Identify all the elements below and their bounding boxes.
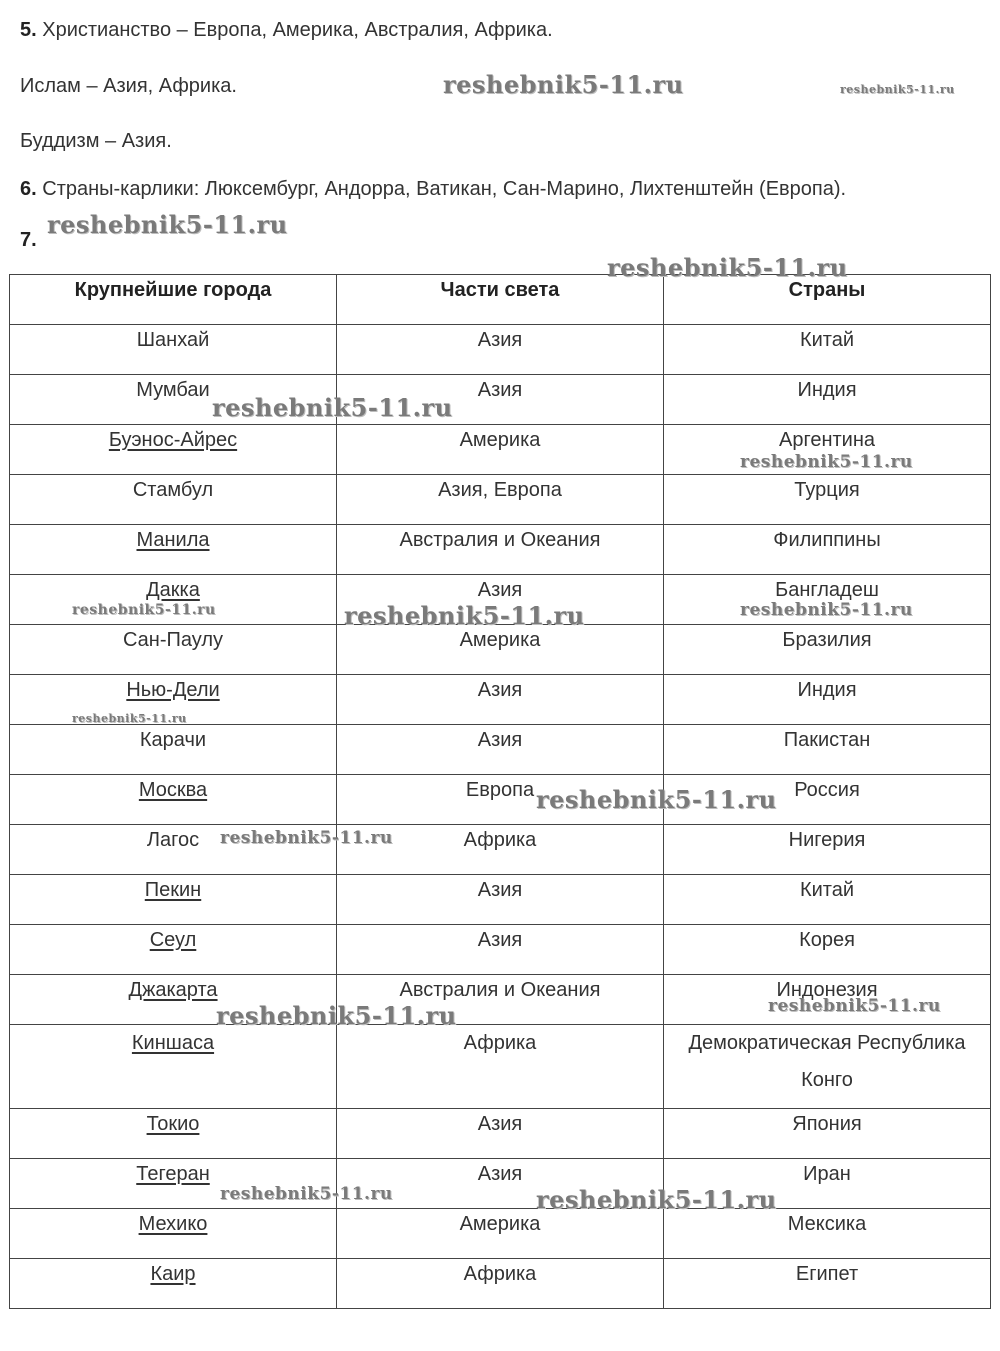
city-name-underlined: Пекин xyxy=(144,879,202,901)
country-cell: Индия xyxy=(664,375,991,425)
city-name-underlined: Тегеран xyxy=(136,1163,210,1185)
country-cell: Россия xyxy=(664,775,991,825)
country-cell: Индонезия xyxy=(664,975,991,1025)
part-cell: Азия xyxy=(337,925,664,975)
answer-5-line-islam: Ислам – Азия, Африка. xyxy=(20,75,237,97)
answer-6-line xyxy=(20,177,846,201)
country-cell: Индия xyxy=(664,675,991,725)
city-name-underlined: Дакка xyxy=(146,579,200,601)
watermark: reshebnik5-11.ru xyxy=(216,1001,457,1030)
watermark: reshebnik5-11.ru xyxy=(443,70,684,99)
country-cell: Иран xyxy=(664,1159,991,1209)
part-cell: Европа xyxy=(337,775,664,825)
city-cell xyxy=(10,775,337,825)
table-header-row xyxy=(10,275,991,325)
country-cell: Бангладеш xyxy=(664,575,991,625)
table-row xyxy=(10,375,991,425)
part-cell: Азия xyxy=(337,725,664,775)
country-cell: Филиппины xyxy=(664,525,991,575)
city-name-underlined: Сеул xyxy=(149,929,197,951)
country-cell: Китай xyxy=(664,325,991,375)
city-cell xyxy=(10,925,337,975)
part-cell: Австралия и Океания xyxy=(337,525,664,575)
table-row xyxy=(10,1025,991,1109)
city-cell xyxy=(10,875,337,925)
table-row xyxy=(10,725,991,775)
part-cell: Америка xyxy=(337,1209,664,1259)
watermark: reshebnik5-11.ru xyxy=(72,712,187,725)
table-row xyxy=(10,825,991,875)
part-cell: Азия xyxy=(337,875,664,925)
city-name-underlined: Манила xyxy=(136,529,210,551)
city-name-underlined: Джакарта xyxy=(128,979,218,1001)
city-cell: Шанхай xyxy=(10,325,337,375)
city-name-underlined: Киншаса xyxy=(131,1032,215,1054)
cities-table xyxy=(9,274,991,1309)
table-row xyxy=(10,875,991,925)
watermark: reshebnik5-11.ru xyxy=(607,253,848,282)
table-row xyxy=(10,625,991,675)
city-name-underlined: Москва xyxy=(138,779,208,801)
city-cell xyxy=(10,1209,337,1259)
city-cell: Карачи xyxy=(10,725,337,775)
country-cell: Пакистан xyxy=(664,725,991,775)
watermark: reshebnik5-11.ru xyxy=(536,785,777,814)
table-row xyxy=(10,1109,991,1159)
watermark: reshebnik5-11.ru xyxy=(47,210,288,239)
answer-5-text: Христианство – Европа, Америка, Австралия, Африка. xyxy=(42,19,553,41)
watermark: reshebnik5-11.ru xyxy=(72,602,216,618)
answer-5-line-buddhism: Буддизм – Азия. xyxy=(20,130,172,152)
answer-6-number: 6. xyxy=(20,178,37,200)
watermark: reshebnik5-11.ru xyxy=(220,1184,393,1204)
part-cell: Америка xyxy=(337,425,664,475)
city-name-underlined: Буэнос-Айрес xyxy=(108,429,238,451)
country-cell: Бразилия xyxy=(664,625,991,675)
watermark: reshebnik5-11.ru xyxy=(740,452,913,472)
country-cell: Турция xyxy=(664,475,991,525)
part-cell: Азия xyxy=(337,375,664,425)
table-row xyxy=(10,775,991,825)
country-cell: Мексика xyxy=(664,1209,991,1259)
part-cell: Азия xyxy=(337,325,664,375)
watermark: reshebnik5-11.ru xyxy=(212,393,453,422)
answer-7-label xyxy=(20,228,37,252)
table-row xyxy=(10,1209,991,1259)
part-cell: Азия xyxy=(337,1109,664,1159)
part-cell: Азия xyxy=(337,675,664,725)
part-cell: Африка xyxy=(337,1025,664,1109)
header-cities: Крупнейшие города xyxy=(10,275,337,325)
city-cell: Стамбул xyxy=(10,475,337,525)
city-cell: Сан-Паулу xyxy=(10,625,337,675)
watermark: reshebnik5-11.ru xyxy=(768,996,941,1016)
country-cell: Нигерия xyxy=(664,825,991,875)
city-name-underlined: Токио xyxy=(146,1113,200,1135)
part-cell: Азия xyxy=(337,1159,664,1209)
city-cell xyxy=(10,425,337,475)
city-cell xyxy=(10,525,337,575)
part-cell: Азия, Европа xyxy=(337,475,664,525)
part-cell: Азия xyxy=(337,575,664,625)
city-name-underlined: Нью-Дели xyxy=(126,679,220,701)
table-row xyxy=(10,325,991,375)
city-cell xyxy=(10,1025,337,1109)
table-row xyxy=(10,525,991,575)
city-cell: Лагос xyxy=(10,825,337,875)
answer-5-line-christianity xyxy=(20,18,553,42)
city-name-underlined: Мехико xyxy=(138,1213,208,1235)
answer-6-text: Страны-карлики: Люксембург, Андорра, Ватикан, Сан-Марино, Лихтенштейн (Европа). xyxy=(42,178,847,200)
part-cell: Африка xyxy=(337,1259,664,1309)
header-parts-of-world: Части света xyxy=(337,275,664,325)
city-cell xyxy=(10,1109,337,1159)
part-cell: Австралия и Океания xyxy=(337,975,664,1025)
city-name-underlined: Каир xyxy=(150,1263,196,1285)
country-cell: Япония xyxy=(664,1109,991,1159)
part-cell: Африка xyxy=(337,825,664,875)
country-cell: Демократическая Республика Конго xyxy=(664,1025,991,1109)
country-cell: Китай xyxy=(664,875,991,925)
watermark: reshebnik5-11.ru xyxy=(536,1185,777,1214)
country-cell: Корея xyxy=(664,925,991,975)
country-cell: Аргентина xyxy=(664,425,991,475)
city-cell: Мумбаи xyxy=(10,375,337,425)
table-row xyxy=(10,1259,991,1309)
watermark: reshebnik5-11.ru xyxy=(840,83,955,96)
city-cell xyxy=(10,1259,337,1309)
watermark: reshebnik5-11.ru xyxy=(740,600,913,620)
table-row xyxy=(10,925,991,975)
country-cell: Египет xyxy=(664,1259,991,1309)
watermark: reshebnik5-11.ru xyxy=(344,601,585,630)
table-row xyxy=(10,1159,991,1209)
table-row xyxy=(10,475,991,525)
answer-5-number: 5. xyxy=(20,19,37,41)
header-countries: Страны xyxy=(664,275,991,325)
watermark: reshebnik5-11.ru xyxy=(220,828,393,848)
part-cell: Америка xyxy=(337,625,664,675)
answer-7-number: 7. xyxy=(20,229,37,251)
